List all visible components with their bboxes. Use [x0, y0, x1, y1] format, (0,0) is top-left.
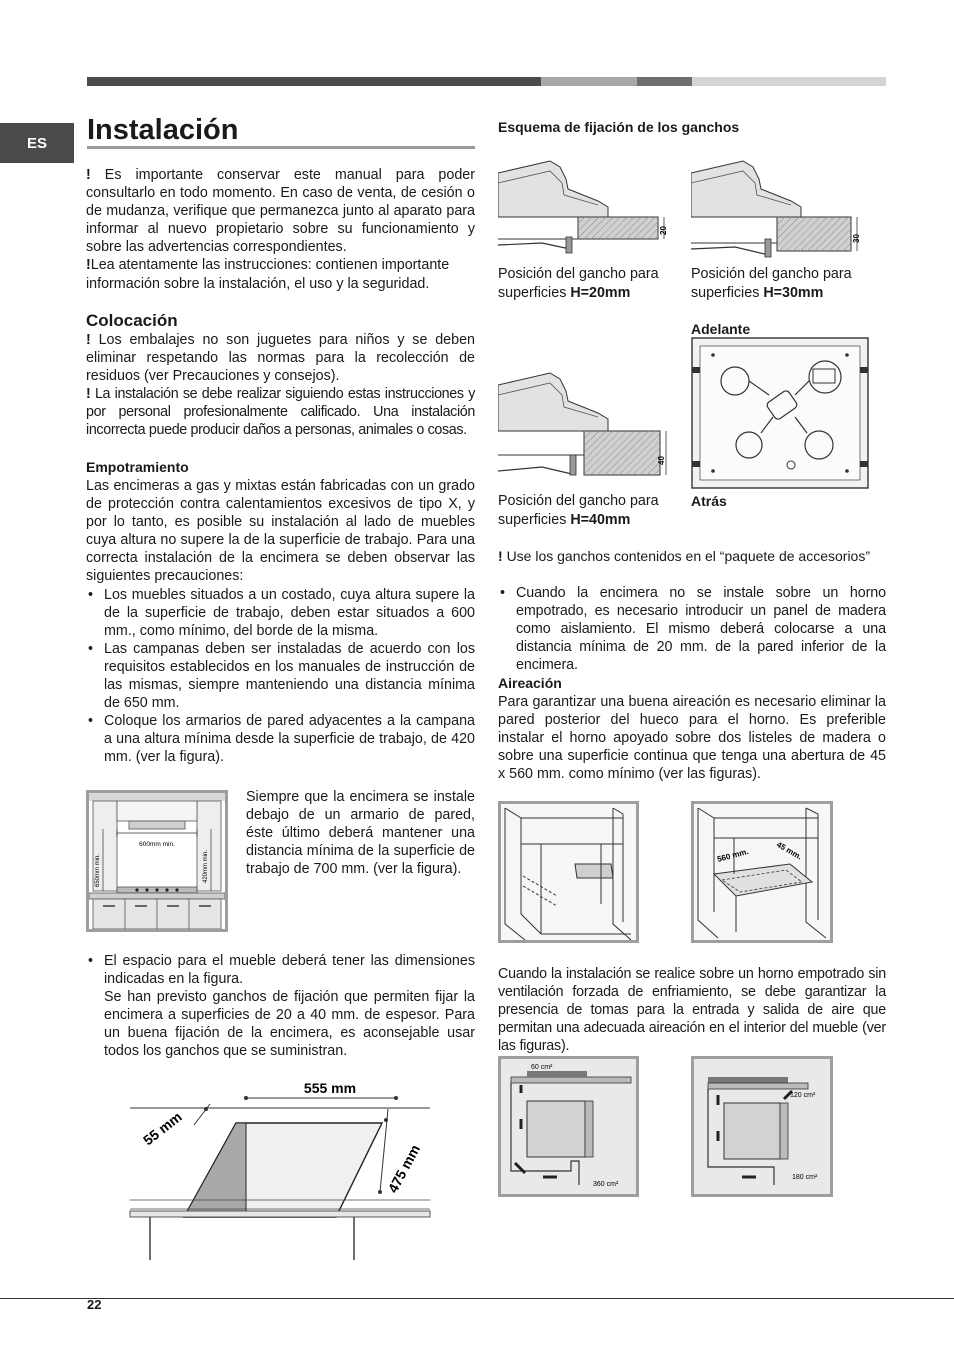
oven-cavity-drawing-2: [694, 804, 830, 940]
colocacion-text: [86, 331, 475, 440]
ventilation-drawing-2: [694, 1059, 830, 1194]
furniture-space-text: [86, 952, 475, 1061]
section-heading-colocacion: Colocación: [86, 311, 178, 330]
dimension-label: 560 mm.: [716, 846, 750, 864]
ventilation-figure-2: [691, 1056, 833, 1197]
aireacion-text-1: Para garantizar una buena aireación es necesario eliminar la pared posterior del hueco para el horno. Es preferible instalar el horno apoyado sobre dos listeles de madera o sobre una superficie continua que tenga una abertura de 45 x 560 mm. como mínimo (ver las figuras).: [498, 694, 886, 783]
intro-paragraph-2: !Lea atentamente las instrucciones: contienen importante información sobre la instalación, el uso y la seguridad.: [86, 257, 450, 292]
wall-cabinet-text: Siempre que la encimera se instale debajo de un armario de pared, éste último deberá mantener una distancia mínima de la superficie de trabajo de 700 mm. (ver la figura).: [246, 789, 475, 878]
cutout-dimension-figure: [128, 1076, 434, 1260]
list-item: • Coloque los armarios de pared adyacentes a la campana a una altura mínima desde la superficie de trabajo, de 420 mm. (ver la figura).: [86, 712, 475, 766]
dimension-label: 30: [852, 234, 861, 243]
header-bar-mid: [541, 77, 637, 86]
header-bar-accent: [637, 77, 692, 86]
vent-label: 60 cm²: [531, 1064, 553, 1071]
subheading-ganchos: Esquema de fijación de los ganchos: [498, 119, 740, 135]
warning-mark: !: [86, 257, 91, 274]
dimension-label: 20: [659, 226, 668, 235]
empotramiento-intro: Las encimeras a gas y mixtas están fabricadas con un grado de protección contra calentamientos excesivos de tipo X, y por lo tanto, es posible su instalación al lado de muebles cuya altura no supere la de la superficie de trabajo. Para una correcta instalación de la encimera se deben observar las siguientes precauciones:: [86, 478, 475, 585]
list-item: • Cuando la encimera no se instale sobre un horno empotrado, es necesario introducir un panel de madera como aislamiento. El mismo deberá colocarse a una distancia mínima de 20 mm. de la pared inferior de la encimera.: [498, 584, 886, 674]
dimension-label: 600mm min.: [139, 841, 175, 848]
dimension-label-edge: 55 mm: [139, 1108, 185, 1149]
empotramiento-bullets: [86, 586, 475, 767]
dimension-label: 650mm min.: [95, 853, 101, 887]
language-tab: ES: [0, 123, 74, 163]
footer-rule: [0, 1298, 954, 1299]
colocacion-paragraph-2: ! La instalación se debe realizar siguiendo estas instrucciones y por personal profesionalmente calificado. Una instalación incorrecta puede producir daños a personas, animales o cosas.: [86, 386, 475, 439]
intro-paragraph-1: ! Es importante conservar este manual para poder consultarlo en todo momento. En caso de venta, de cesión o de mudanza, verifique que permanezca junto al aparato para informar al nuevo propietario sobre su funcionamiento y sobre las advertencias correspondientes.: [86, 167, 475, 256]
hook-caption-30: Posición del gancho para superficies H=30mm: [691, 266, 852, 301]
ventilation-drawing-1: [501, 1059, 636, 1194]
title-underline: [87, 146, 475, 149]
back-label: Atrás: [691, 493, 727, 509]
hook-diagram-30: [691, 155, 863, 261]
warning-mark: !: [86, 332, 91, 348]
hob-top-view: [691, 337, 869, 489]
header-bar-light: [692, 77, 886, 86]
front-label: Adelante: [691, 321, 751, 337]
oven-cavity-drawing-1: [501, 804, 636, 940]
subheading-aireacion: Aireación: [498, 675, 562, 691]
dimension-label: 45 mm.: [775, 839, 804, 862]
dimension-label-depth: 475 mm: [384, 1141, 424, 1196]
intro-text: [86, 166, 475, 293]
hook-caption-20: Posición del gancho para superficies H=20mm: [498, 266, 659, 301]
insulation-note: [498, 584, 886, 674]
vent-label: 120 cm²: [790, 1092, 816, 1099]
dimension-label: 420mm min.: [203, 849, 209, 883]
empotramiento-text: [86, 477, 475, 767]
warning-mark: !: [498, 548, 503, 564]
list-item: • El espacio para el mueble deberá tener las dimensiones indicadas en la figura. Se han previsto ganchos de fijación que permiten fijar la encimera a superficies de 20 a 40 mm. de espesor. Para un buena fijación de la encimera, es aconsejable usar todos los ganchos que se suministran.: [86, 952, 475, 1061]
wall-cabinet-drawing: [89, 793, 225, 929]
header-bar-dark: [87, 77, 541, 86]
ventilation-figure-1: [498, 1056, 639, 1197]
dimension-label-width: 555 mm: [303, 1080, 357, 1096]
subheading-empotramiento: Empotramiento: [86, 459, 189, 475]
list-item: • Los muebles situados a un costado, cuya altura supere la de la superficie de trabajo, deben estar situados a 600 mm., como mínimo, del borde de la misma.: [86, 586, 475, 640]
list-item: • Las campanas deben ser instaladas de acuerdo con los requisitos establecidos en los manuales de instrucción de las mismas, siempre manteniendo una distancia mínima de 650 mm.: [86, 640, 475, 712]
warning-mark: !: [86, 167, 91, 183]
page-title: Instalación: [87, 114, 239, 146]
dimension-label: 40: [657, 456, 666, 465]
insulation-bullets: [498, 584, 886, 674]
space-bullets: [86, 952, 475, 1061]
page-number: 22: [87, 1297, 102, 1312]
oven-cavity-figure-2: [691, 801, 833, 943]
vent-label: 360 cm²: [593, 1181, 619, 1188]
hook-caption-40: Posición del gancho para superficies H=40mm: [498, 493, 659, 528]
aireacion-text-2: Cuando la instalación se realice sobre un horno empotrado sin ventilación forzada de enfriamiento, se debe garantizar la presencia de tomas para la entrada y salida de aire que permitan una adecuada aireación en el interior del mueble (ver las figuras).: [498, 966, 886, 1055]
vent-label: 180 cm²: [792, 1174, 818, 1181]
colocacion-paragraph-1: ! Los embalajes no son juguetes para niños y se deben eliminar respetando las normas para la recolección de residuos (ver Precauciones y consejos).: [86, 332, 475, 385]
accessory-note: ! Use los ganchos contenidos en el “paquete de accesorios”: [498, 548, 871, 564]
wall-cabinet-figure: [86, 790, 228, 932]
oven-cavity-figure-1: [498, 801, 639, 943]
hook-diagram-40: [498, 369, 670, 479]
warning-mark: !: [86, 386, 91, 403]
hook-diagram-20: [498, 155, 670, 261]
